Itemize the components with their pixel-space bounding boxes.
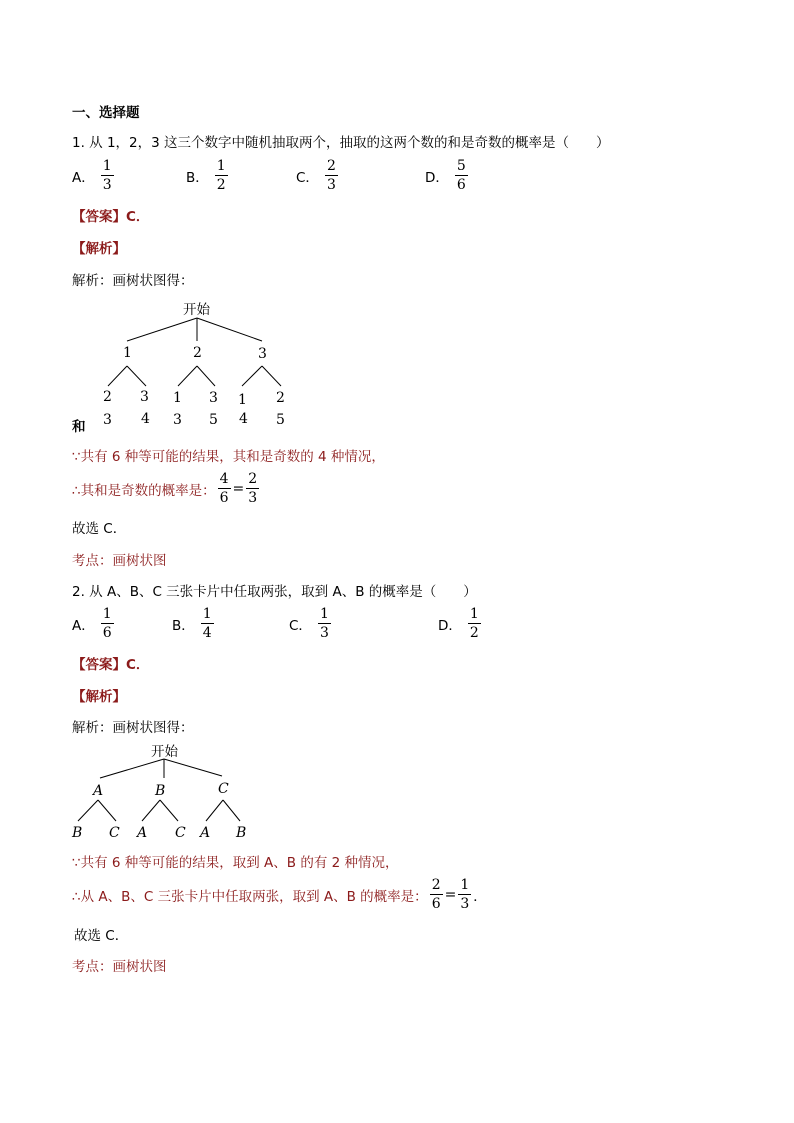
q1-tree-sum: 5	[209, 412, 218, 428]
q1-therefore	[72, 471, 259, 506]
q2-option-d	[438, 606, 481, 641]
q2-tree-leaf: B	[72, 825, 83, 841]
q1-tree-root: 开始	[183, 302, 210, 318]
q2-tree-leaf: B	[236, 825, 247, 841]
q2-tree-node: B	[155, 783, 166, 799]
q2-result-fraction: $\frac{1}{3}$	[460, 877, 470, 912]
q1-tree-node: 1	[123, 345, 132, 361]
option-label: A．	[72, 169, 95, 186]
q2-option-c	[289, 606, 331, 641]
option-fraction: $\frac{1}{3}$	[102, 158, 112, 193]
q2-point: 考点：画树状图	[72, 959, 167, 975]
q2-tree-leaf: A	[137, 825, 148, 841]
q1-stem: 1. 从 1，2，3 这三个数字中随机抽取两个，抽取的这两个数的和是奇数的概率是（ ）	[72, 135, 610, 151]
q1-tree-sum: 3	[103, 412, 112, 428]
q2-stem: 2. 从 A、B、C 三张卡片中任取两张，取到 A、B 的概率是（ ）	[72, 584, 477, 600]
q2-option-b	[172, 606, 214, 641]
option-label: C．	[296, 169, 319, 186]
option-label: A．	[72, 617, 95, 634]
q1-tree-leaf: 3	[209, 390, 218, 406]
q2-tree-node: C	[218, 781, 229, 797]
q1-point: 考点：画树状图	[72, 553, 167, 569]
q2-option-a	[72, 606, 114, 641]
q1-choose: 故选 C．	[72, 521, 127, 537]
q2-choose: 故选 C．	[74, 928, 129, 944]
q1-because: ∵共有 6 种等可能的结果，其和是奇数的 4 种情况，	[72, 449, 385, 465]
q2-tree-leaf: C	[175, 825, 186, 841]
q1-result-fraction: $\frac{2}{3}$	[248, 471, 258, 506]
q2-therefore-text: ∴从 A、B、C 三张卡片中任取两张，取到 A、B 的概率是：	[72, 888, 428, 905]
option-fraction: $\frac{5}{6}$	[456, 158, 466, 193]
q1-tree-leaf: 1	[238, 392, 247, 408]
q2-tree-leaf: C	[109, 825, 120, 841]
option-fraction: $\frac{1}{6}$	[102, 606, 112, 641]
q2-therefore	[72, 877, 487, 912]
q2-tree-node: A	[93, 783, 104, 799]
option-fraction: $\frac{1}{2}$	[469, 606, 479, 641]
q1-tree-node: 2	[193, 345, 202, 361]
q2-analysis-title: 【解析】	[72, 689, 126, 705]
q1-tree-leaf: 3	[140, 389, 149, 405]
q2-result-fraction: $\frac{2}{6}$	[431, 877, 441, 912]
section-title: 一、选择题	[72, 105, 140, 121]
option-label: B．	[186, 169, 209, 186]
option-fraction: $\frac{1}{4}$	[202, 606, 212, 641]
q1-sum-label: 和	[72, 419, 86, 435]
equals-sign: =	[444, 886, 457, 903]
q2-answer: 【答案】C．	[72, 657, 150, 673]
q1-tree-sum: 4	[239, 411, 248, 427]
q2-analysis-line: 解析：画树状图得：	[72, 720, 194, 736]
q1-answer: 【答案】C．	[72, 209, 150, 225]
q2-tree-leaf: A	[200, 825, 211, 841]
option-label: B．	[172, 617, 195, 634]
q1-tree-leaf: 2	[103, 389, 112, 405]
q1-tree-sum: 5	[276, 412, 285, 428]
q1-therefore-text: ∴其和是奇数的概率是：	[72, 482, 216, 499]
q1-analysis-title: 【解析】	[72, 241, 126, 257]
q1-tree-sum: 3	[173, 412, 182, 428]
q1-tree-node: 3	[258, 346, 267, 362]
option-label: D．	[438, 617, 462, 634]
q2-result-end: ．	[473, 888, 487, 905]
option-label: C．	[289, 617, 312, 634]
option-label: D．	[425, 169, 449, 186]
q1-tree-leaf: 2	[276, 390, 285, 406]
q1-analysis-line: 解析：画树状图得：	[72, 273, 194, 289]
q1-tree-sum: 4	[141, 411, 150, 427]
option-fraction: $\frac{1}{3}$	[319, 606, 329, 641]
q1-tree-leaf: 1	[173, 390, 182, 406]
option-fraction: $\frac{2}{3}$	[326, 158, 336, 193]
q1-result-fraction: $\frac{4}{6}$	[219, 471, 229, 506]
equals-sign: =	[232, 480, 245, 497]
q2-tree-root: 开始	[151, 744, 178, 760]
q2-because: ∵共有 6 种等可能的结果，取到 A、B 的有 2 种情况，	[72, 855, 399, 871]
option-fraction: $\frac{1}{2}$	[216, 158, 226, 193]
